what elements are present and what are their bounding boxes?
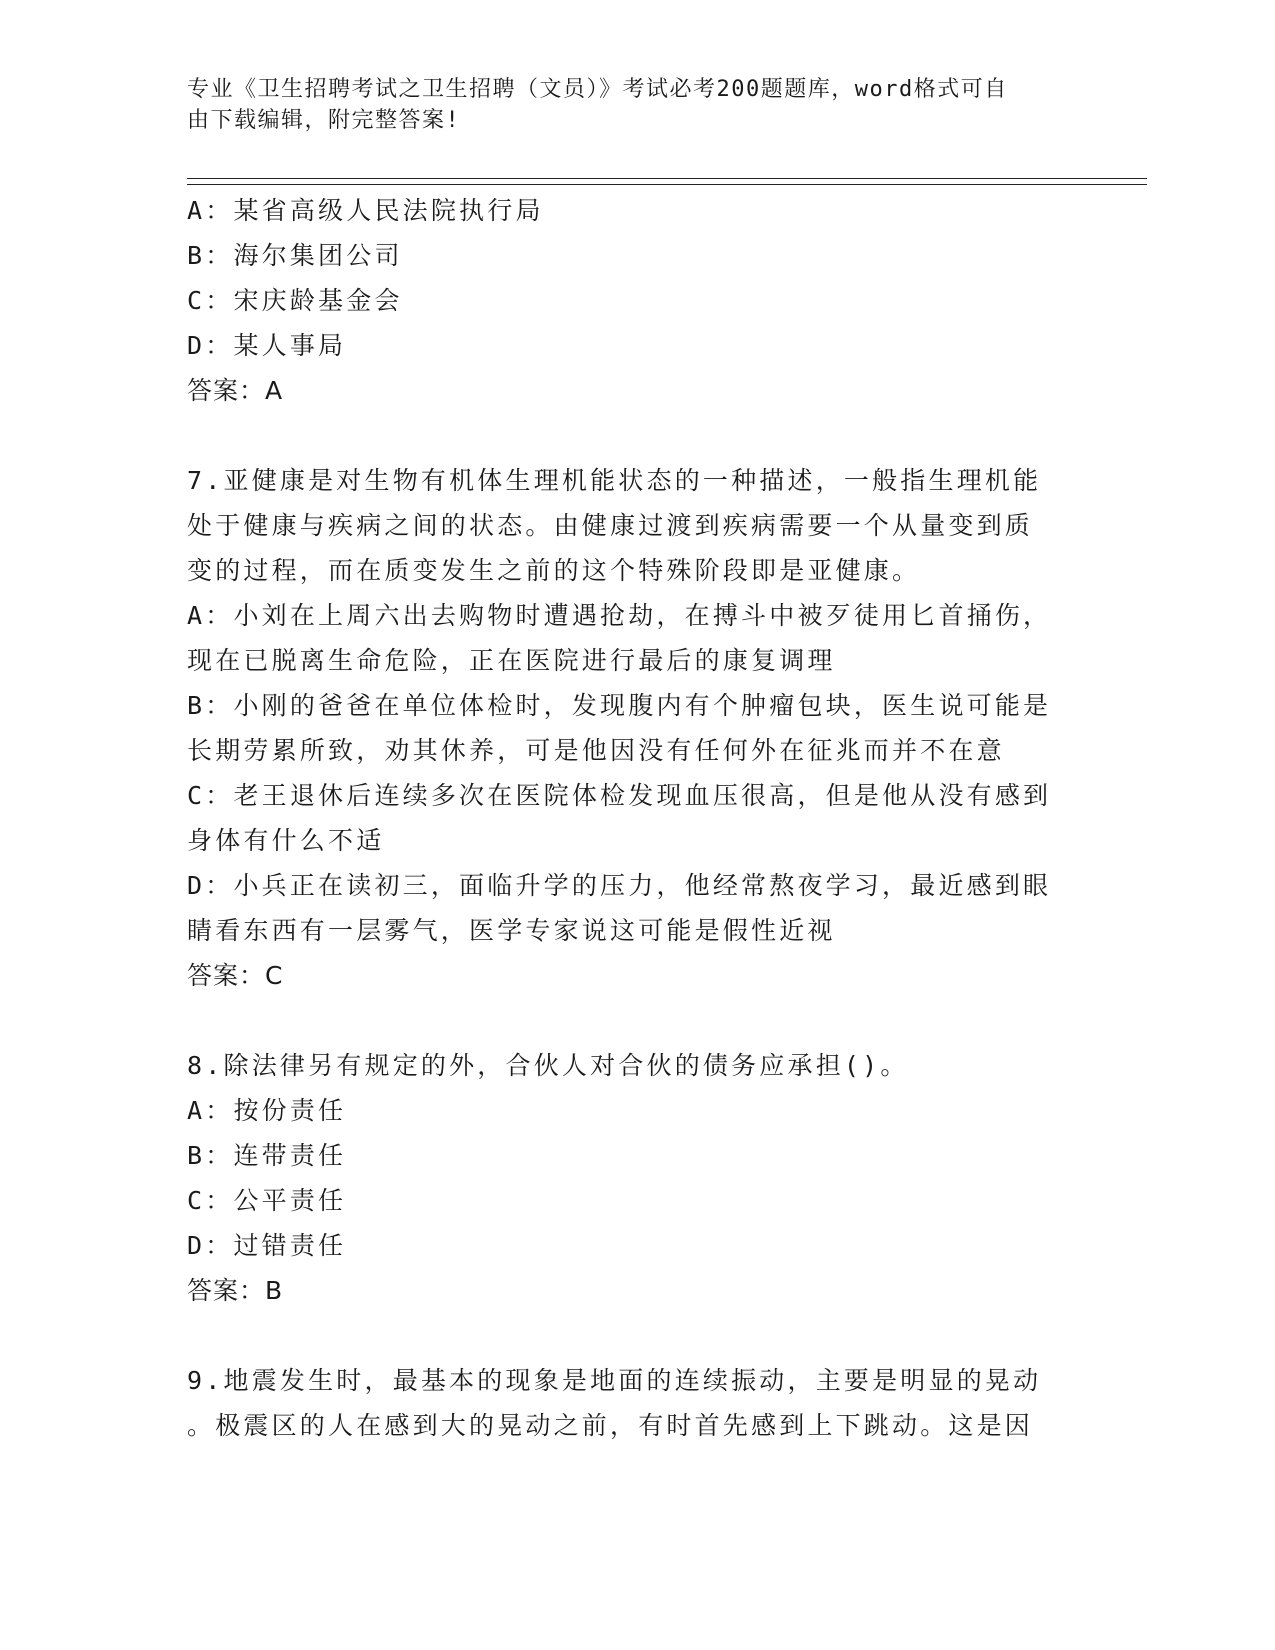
question-list	[187, 188, 1067, 1448]
option-c: C：老王退休后连续多次在医院体检发现血压很高，但是他从没有感到	[187, 781, 1052, 810]
option-a: A：按份责任	[187, 1096, 347, 1125]
question-8	[187, 1043, 1067, 1313]
answer: 答案：B	[187, 1276, 284, 1305]
option-a-continued: 现在已脱离生命危险，正在医院进行最后的康复调理	[187, 646, 836, 675]
spacer	[187, 413, 1067, 458]
spacer	[187, 998, 1067, 1043]
header-divider	[187, 178, 1147, 185]
question-stem-line: 8.除法律另有规定的外，合伙人对合伙的债务应承担()。	[187, 1051, 909, 1080]
option-d: D：某人事局	[187, 331, 347, 360]
question-9	[187, 1358, 1067, 1448]
option-d: D：过错责任	[187, 1231, 347, 1260]
option-c: C：公平责任	[187, 1186, 347, 1215]
header-line-2: 由下载编辑，附完整答案!	[187, 108, 461, 133]
header-line-1: 专业《卫生招聘考试之卫生招聘（文员）》考试必考200题题库，word格式可自	[187, 77, 1008, 102]
answer: 答案：A	[187, 376, 284, 405]
option-c: C：宋庆龄基金会	[187, 286, 403, 315]
question-stem-line: 变的过程，而在质变发生之前的这个特殊阶段即是亚健康。	[187, 556, 921, 585]
spacer	[187, 1313, 1067, 1358]
question-stem-line: 9.地震发生时，最基本的现象是地面的连续振动，主要是明显的晃动	[187, 1366, 1042, 1395]
question-6	[187, 188, 1067, 413]
question-stem-line: 。极震区的人在感到大的晃动之前，有时首先感到上下跳动。这是因	[187, 1411, 1034, 1440]
option-b: B：连带责任	[187, 1141, 347, 1170]
question-stem-line: 7.亚健康是对生物有机体生理机能状态的一种描述，一般指生理机能	[187, 466, 1042, 495]
option-a: A：小刘在上周六出去购物时遭遇抢劫，在搏斗中被歹徒用匕首捅伤，	[187, 601, 1052, 630]
option-a: A：某省高级人民法院执行局	[187, 196, 544, 225]
answer: 答案：C	[187, 961, 284, 990]
option-d-continued: 睛看东西有一层雾气，医学专家说这可能是假性近视	[187, 916, 836, 945]
option-b-continued: 长期劳累所致，劝其休养，可是他因没有任何外在征兆而并不在意	[187, 736, 1005, 765]
option-b: B：海尔集团公司	[187, 241, 403, 270]
option-d: D：小兵正在读初三，面临升学的压力，他经常熬夜学习，最近感到眼	[187, 871, 1052, 900]
option-b: B：小刚的爸爸在单位体检时，发现腹内有个肿瘤包块，医生说可能是	[187, 691, 1052, 720]
question-stem-line: 处于健康与疾病之间的状态。由健康过渡到疾病需要一个从量变到质	[187, 511, 1034, 540]
option-c-continued: 身体有什么不适	[187, 826, 385, 855]
document-header	[187, 74, 1067, 136]
question-7	[187, 458, 1067, 998]
